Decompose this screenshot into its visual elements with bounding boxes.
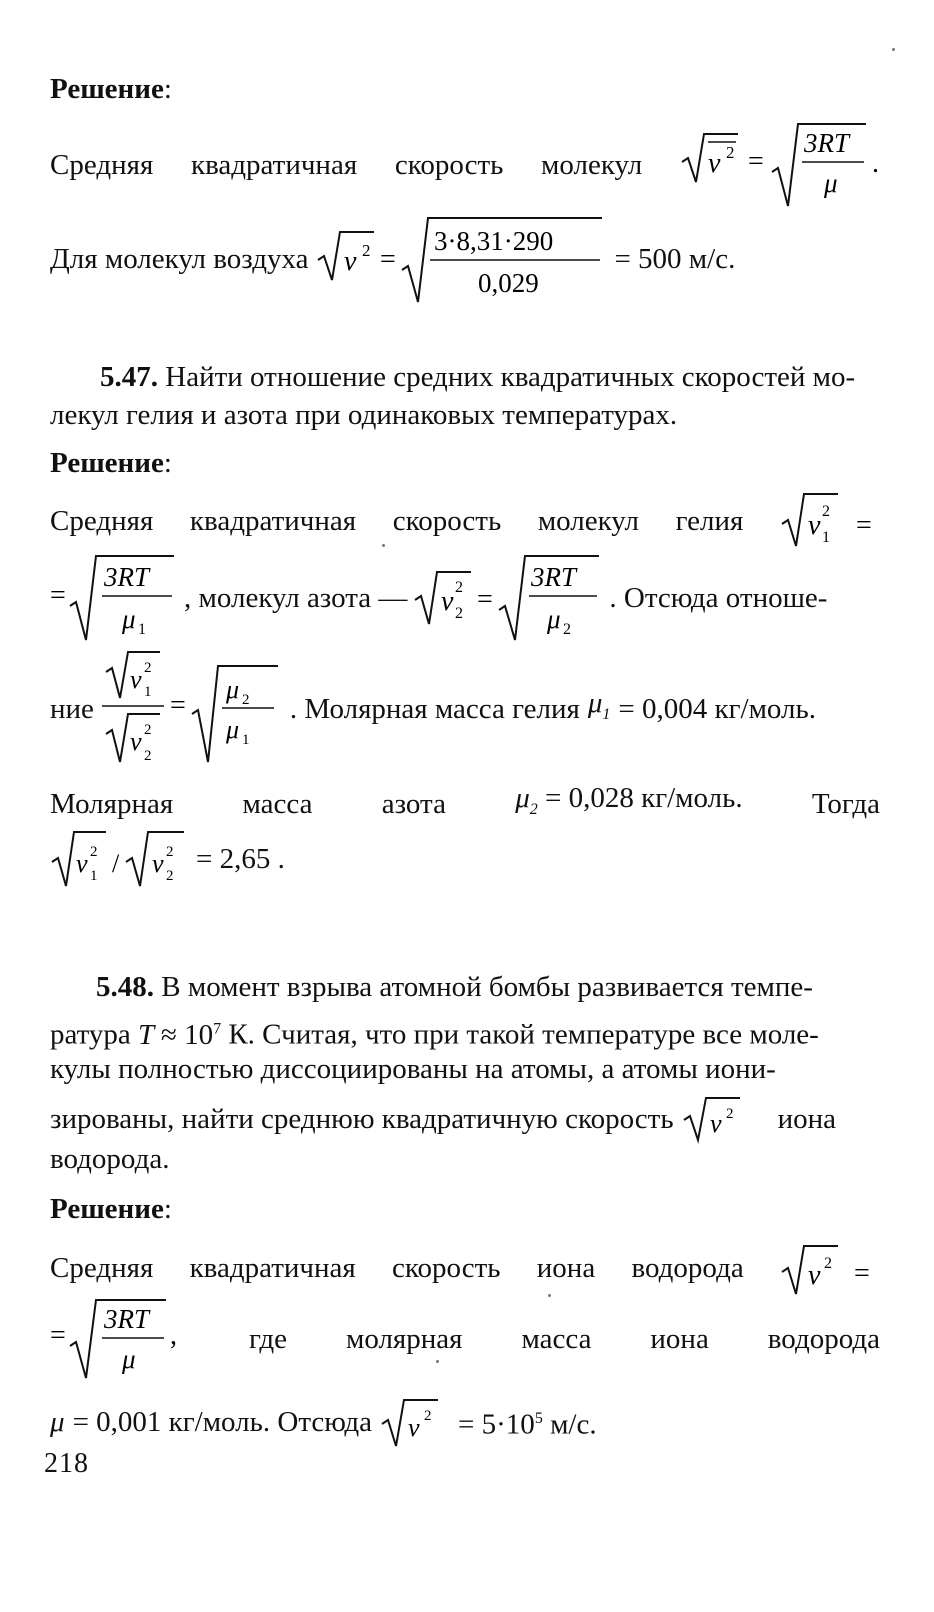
scan-speck [548, 1294, 551, 1297]
solution-3-line-1: Средняя квадратичная скорость иона водорода v 2 = [50, 1236, 880, 1300]
solution-3-line-2: = 3RT μ , где молярная масса иона водорода [50, 1296, 880, 1382]
svg-text:v: v [76, 849, 88, 878]
formula-speed-ratio [102, 650, 282, 768]
solution-heading-3: Решение: [50, 1193, 172, 1225]
svg-text:1: 1 [138, 621, 146, 638]
svg-text:2: 2 [166, 868, 174, 884]
page-number: 218 [44, 1448, 89, 1479]
svg-text:1: 1 [241, 732, 250, 748]
svg-text:v: v [344, 246, 357, 277]
formula-sqrt-3rt-mu [50, 1296, 190, 1382]
formula-sqrt-v2 [682, 1092, 752, 1146]
svg-text:3RT: 3RT [803, 128, 849, 158]
svg-text:1: 1 [143, 684, 152, 700]
solution-2-line-1: Средняя квадратичная скорость молекул гелия v 2 1 = [50, 490, 880, 552]
svg-text:1: 1 [821, 529, 830, 546]
svg-text:2: 2 [362, 241, 371, 260]
formula-ratio-result [50, 826, 190, 892]
formula-rms-speed [680, 120, 880, 210]
svg-text:3RT: 3RT [104, 562, 150, 592]
svg-text:2: 2 [143, 748, 152, 764]
formula-air-speed [316, 214, 606, 304]
solution-1-line-2: Для молекул воздуха v 2 = 3·8,31·290 0,029 = 500 м/с. [50, 214, 880, 304]
solution-2-line-3: ние v 2 1 v 2 2 = μ 2 μ 1 . Молярная масса гелия $\mu_1$ = 0,004 кг/моль. [50, 650, 880, 768]
svg-text:μ: μ [122, 1344, 136, 1374]
solution-1-line-1 [50, 120, 880, 210]
problem-5-48-line-2: ратура $T \approx 10^7$ К. Считая, что при такой температуре все моле- [50, 1018, 819, 1051]
svg-text:v: v [129, 665, 142, 694]
problem-5-48-line-3: кулы полностью диссоциированы на атомы, а атомы иони- [50, 1053, 776, 1085]
svg-text:=: = [50, 580, 66, 611]
svg-text:2: 2 [143, 660, 152, 676]
svg-text:=: = [50, 1320, 66, 1351]
problem-5-48-line-1: 5.48. В момент взрыва атомной бомбы развивается темпе- [96, 971, 813, 1003]
svg-text:μ: μ [225, 675, 239, 704]
svg-text:=: = [855, 510, 872, 541]
word: Средняя [50, 149, 154, 181]
svg-text:v: v [152, 849, 164, 878]
svg-text:2: 2 [455, 605, 464, 622]
formula-hydrogen-speed [780, 1236, 880, 1300]
svg-text:μ: μ [225, 715, 239, 744]
svg-text:v: v [807, 1260, 821, 1291]
svg-text:2: 2 [725, 143, 735, 162]
svg-text:=: = [380, 244, 397, 275]
svg-text:2: 2 [563, 621, 572, 638]
problem-5-47-line-2: лекул гелия и азота при одинаковых температурах. [50, 399, 678, 431]
solution-heading-1: Решение: [50, 73, 172, 105]
problem-number: 5.47. [100, 361, 158, 393]
svg-text:2: 2 [166, 844, 174, 860]
svg-text:2: 2 [241, 692, 250, 708]
svg-text:3·8,31·290: 3·8,31·290 [434, 226, 554, 256]
svg-text:.: . [871, 148, 879, 179]
svg-text:=: = [477, 584, 494, 615]
word: молекул [541, 149, 643, 181]
solution-2-line-2: = 3RT μ 1 , молекул азота — v 2 2 = 3RT μ 2 . Отсюда отноше- [50, 552, 880, 644]
svg-text:3RT: 3RT [104, 1304, 150, 1334]
svg-text:=: = [169, 690, 186, 721]
problem-5-48-line-5: водорода. [50, 1143, 170, 1175]
svg-text:μ: μ [823, 168, 838, 198]
svg-text:v: v [707, 148, 721, 179]
svg-text:μ: μ [547, 604, 561, 634]
solution-heading-2: Решение: [50, 447, 172, 479]
svg-text:2: 2 [725, 1106, 734, 1122]
solution-2-line-5: v 2 1 / v 2 2 = 2,65 . [50, 826, 880, 892]
svg-text:2: 2 [823, 1255, 832, 1272]
formula-sqrt-v2-result [380, 1392, 450, 1452]
problem-5-47-line-1: 5.47. Найти отношение средних квадратичных скоростей мо- [100, 361, 856, 393]
svg-text:v: v [807, 510, 821, 541]
scan-speck [892, 48, 895, 51]
svg-text:1: 1 [90, 868, 98, 884]
word: квадратичная [191, 149, 358, 181]
svg-text:,: , [170, 1320, 177, 1351]
svg-text:2: 2 [143, 722, 152, 738]
svg-text:/: / [112, 849, 120, 878]
svg-text:2: 2 [455, 579, 464, 596]
problem-number: 5.48. [96, 971, 154, 1003]
formula-helium-speed [780, 490, 880, 552]
svg-text:μ: μ [122, 604, 136, 634]
svg-text:0,029: 0,029 [478, 268, 540, 298]
svg-text:=: = [747, 146, 764, 177]
formula-sqrt-3rt-mu1 [50, 552, 178, 644]
problem-5-48-line-4: зированы, найти среднюю квадратичную скорость v 2 иона [50, 1092, 880, 1146]
svg-text:2: 2 [90, 844, 98, 860]
scan-speck [436, 1360, 439, 1363]
svg-text:v: v [441, 586, 454, 617]
svg-text:=: = [853, 1258, 870, 1289]
solution-3-line-3: μ = 0,001 кг/моль. Отсюда v 2 = $5\cdot 10^5$ м/с. [50, 1392, 880, 1452]
word: скорость [394, 149, 504, 181]
svg-text:3RT: 3RT [531, 562, 577, 592]
svg-text:2: 2 [821, 503, 830, 520]
svg-text:2: 2 [424, 1408, 432, 1424]
formula-nitrogen-speed [413, 552, 603, 644]
svg-text:v: v [408, 1413, 420, 1442]
solution-2-line-4: Молярная масса азота $\mu_2 = 0,028$ кг/моль. Тогда [50, 782, 880, 820]
svg-text:v: v [129, 727, 142, 756]
svg-text:v: v [709, 1109, 722, 1138]
scan-speck [382, 544, 385, 547]
